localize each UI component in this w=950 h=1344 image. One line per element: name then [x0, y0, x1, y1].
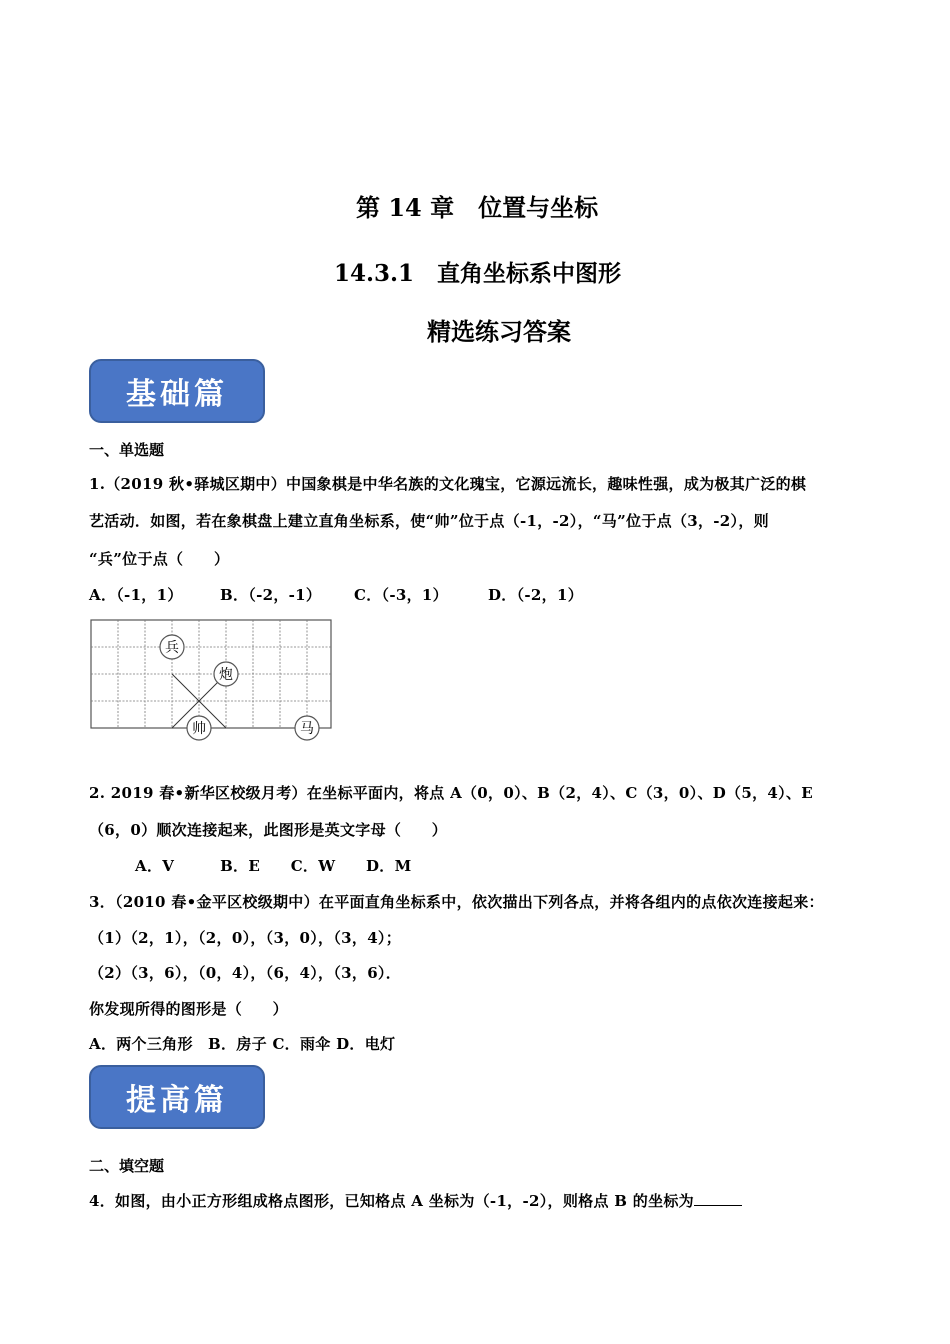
q1-line3: “兵”位于点（ ）: [89, 550, 230, 568]
q4-line: [89, 1190, 742, 1211]
q3-line2: （1）（2，1），（2，0），（3，0），（3，4）；: [89, 929, 402, 947]
q1-line2: 艺活动．如图，若在象棋盘上建立直角坐标系，使“帅”位于点（-1，-2），“马”位于点（3，-2），则: [89, 512, 769, 530]
q1-option-d: D．（-2，1）: [488, 586, 584, 604]
single-choice-heading: 一、单选题: [89, 441, 165, 459]
q4-answer-blank: [694, 1191, 742, 1206]
basic-section-badge: 基础篇: [89, 359, 265, 423]
q2-line1: 2. 2019 春•新华区校级月考）在坐标平面内，将点 A（0，0）、B（2，4）、C（3，0）、D（5，4）、E: [89, 784, 813, 802]
q1-option-c: C．（-3，1）: [354, 586, 448, 604]
chapter-title: 第 14 章 位置与坐标: [356, 193, 599, 222]
section-title: 14.3.1 直角坐标系中图形: [334, 260, 622, 287]
page-subtitle: 精选练习答案: [427, 317, 571, 346]
pao-label: 炮: [219, 667, 233, 683]
ma-piece: [295, 716, 319, 740]
q3-line3: （2）（3，6），（0，4），（6，4），（3，6）．: [89, 964, 402, 982]
ma-label: 马: [300, 721, 314, 737]
q1-line1: 1.（2019 秋•驿城区期中）中国象棋是中华名族的文化瑰宝，它源远流长，趣味性强，成为极其广泛的棋: [89, 475, 807, 493]
q3-line4: 你发现所得的图形是（ ）: [89, 1000, 288, 1018]
q4-text: 4．如图，由小正方形组成格点图形，已知格点 A 坐标为（-1，-2），则格点 B 的坐标为: [89, 1192, 694, 1210]
q3-options: A．两个三角形 B．房子 C．雨伞 D．电灯: [89, 1035, 396, 1053]
bing-piece: [160, 635, 184, 659]
q1-option-a: A．（-1，1）: [89, 586, 183, 604]
q3-line1: 3．（2010 春•金平区校级期中）在平面直角坐标系中，依次描出下列各点，并将各组内的点依次连接起来：: [89, 893, 824, 911]
q2-options: A．V B．E C．W D．M: [135, 857, 412, 875]
advanced-section-badge: 提高篇: [89, 1065, 265, 1129]
shuai-piece: [187, 716, 211, 740]
q2-line2: （6，0）顺次连接起来，此图形是英文字母（ ）: [89, 821, 448, 839]
q1-option-b: B．（-2，-1）: [220, 586, 322, 604]
chess-board-figure: [88, 616, 336, 744]
bing-label: 兵: [165, 640, 179, 656]
pao-piece: [214, 662, 238, 686]
shuai-label: 帅: [192, 721, 206, 737]
fill-blank-heading: 二、填空题: [89, 1157, 165, 1175]
